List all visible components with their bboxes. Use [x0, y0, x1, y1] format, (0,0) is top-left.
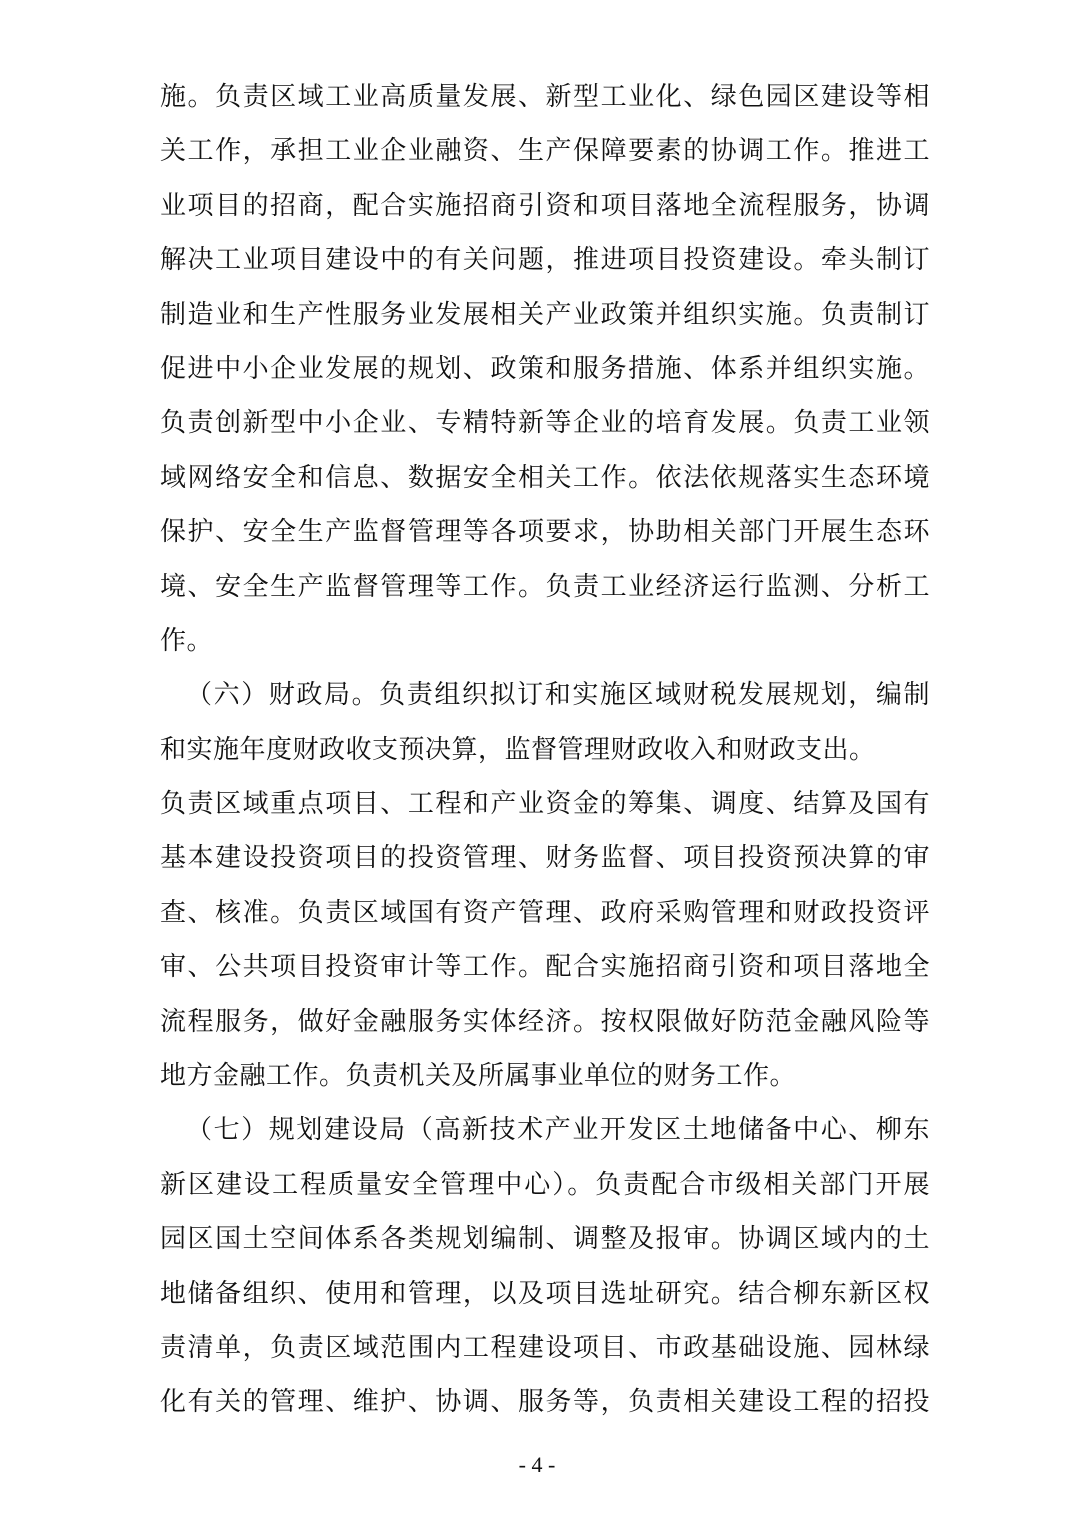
- text-line: 地方金融工作。负责机关及所属事业单位的财务工作。: [160, 1061, 797, 1092]
- page-number: - 4 -: [518, 1452, 556, 1477]
- text-line: 制造业和生产性服务业发展相关产业政策并组织实施。负责制订: [160, 299, 930, 330]
- text-line: 关工作，承担工业企业融资、生产保障要素的协调工作。推进工: [160, 136, 930, 167]
- text-line: 基本建设投资项目的投资管理、财务监督、项目投资预决算的审: [160, 843, 930, 874]
- text-line: 保护、安全生产监督管理等各项要求，协助相关部门开展生态环: [160, 517, 930, 548]
- text-line: 和实施年度财政收支预决算，监督管理财政收入和财政支出。: [160, 734, 876, 765]
- text-line: 业项目的招商，配合实施招商引资和项目落地全流程服务，协调: [160, 190, 930, 221]
- text-line: 解决工业项目建设中的有关问题，推进项目投资建设。牵头制订: [160, 245, 930, 276]
- text-line: 域网络安全和信息、数据安全相关工作。依法依规落实生态环境: [160, 462, 930, 493]
- text-line: 地储备组织、使用和管理，以及项目选址研究。结合柳东新区权: [160, 1278, 930, 1309]
- text-line: 负责创新型中小企业、专精特新等企业的培育发展。负责工业领: [160, 408, 930, 439]
- text-line: 责清单，负责区域范围内工程建设项目、市政基础设施、园林绿: [160, 1332, 930, 1363]
- text-line: 查、核准。负责区域国有资产管理、政府采购管理和财政投资评: [160, 897, 930, 928]
- section-six-heading-line: （六）财政局。负责组织拟订和实施区域财税发展规划，编制: [186, 680, 930, 711]
- document-body: [160, 70, 930, 1430]
- section-seven-heading-line: （七）规划建设局（高新技术产业开发区土地储备中心、柳东: [186, 1115, 930, 1146]
- text-line: 园区国土空间体系各类规划编制、调整及报审。协调区域内的土: [160, 1224, 930, 1255]
- text-line: 新区建设工程质量安全管理中心）。负责配合市级相关部门开展: [160, 1169, 930, 1200]
- text-line: 促进中小企业发展的规划、政策和服务措施、体系并组织实施。: [160, 353, 930, 384]
- text-line: 境、安全生产监督管理等工作。负责工业经济运行监测、分析工: [160, 571, 930, 602]
- text-line: 流程服务，做好金融服务实体经济。按权限做好防范金融风险等: [160, 1006, 930, 1037]
- text-line: 负责区域重点项目、工程和产业资金的筹集、调度、结算及国有: [160, 789, 930, 820]
- text-line: 化有关的管理、维护、协调、服务等，负责相关建设工程的招投: [160, 1387, 930, 1418]
- text-line: 作。: [160, 625, 214, 656]
- text-line: 施。负责区域工业高质量发展、新型工业化、绿色园区建设等相: [160, 82, 930, 112]
- text-line: 审、公共项目投资审计等工作。配合实施招商引资和项目落地全: [160, 952, 930, 983]
